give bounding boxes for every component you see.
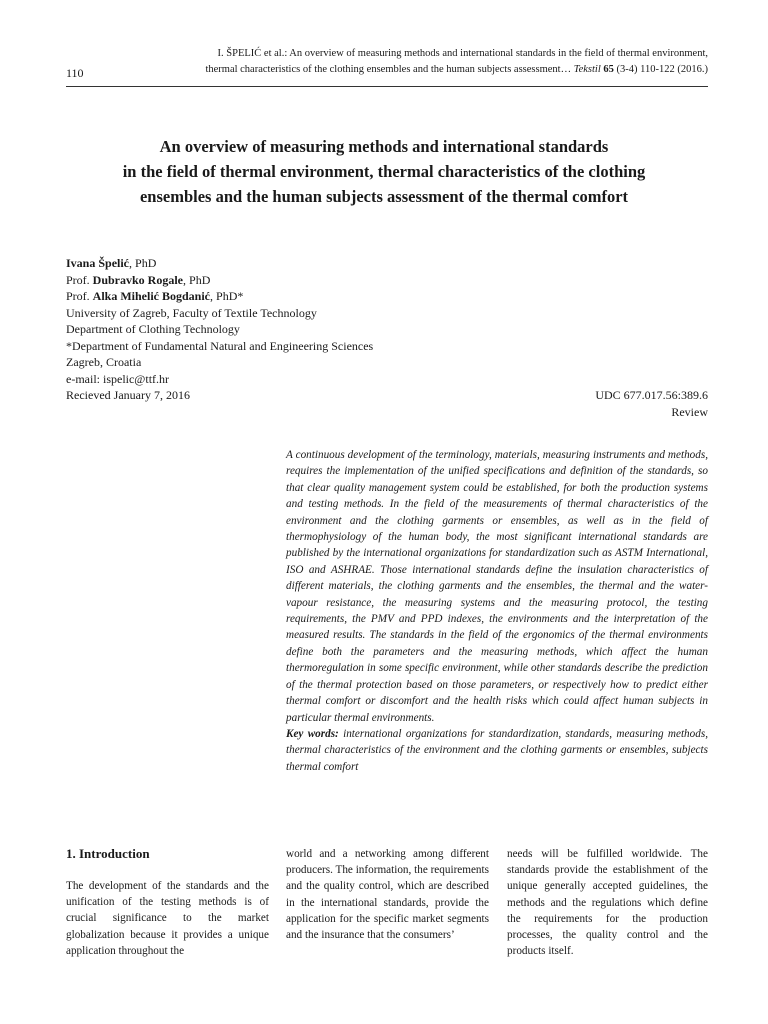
running-title-text: thermal characteristics of the clothing ensembles and the human subjects assessment… bbox=[205, 64, 574, 75]
article-type: Review bbox=[671, 404, 708, 419]
paper-title bbox=[60, 134, 708, 209]
title-line-3: ensembles and the human subjects assessment of the thermal comfort bbox=[139, 187, 629, 206]
received-date: Recieved January 7, 2016 bbox=[66, 388, 190, 402]
running-header bbox=[66, 44, 708, 87]
running-title-line-1: I. ŠPELIĆ et al.: An overview of measuring methods and international standards in the field of thermal environment, bbox=[217, 48, 708, 59]
author-line bbox=[66, 272, 708, 289]
running-title bbox=[128, 46, 708, 78]
abstract-text: A continuous development of the terminology, materials, measuring instruments and methods, requires the implementation of the unified specifications and definition of the standards, so that clear quality management system could be established, for both the production systems and testing methods. In the field of the measurements of thermal characteristics of the environment and the clothing garments or ensembles, as well as in the field of thermophysiology of the human body, the most significant international standards are published by the international organizations for standardization such as ASTM International, ISO and ASHRAE. Those international standards define the insulation characteristics of different materials, the clothing garments and the ensembles, the thermal and the water-vapour resistance, the measuring systems and the measuring protocol, the testing requirements, the PMV and PPD indexes, the environments and the interpretation of the measured results. The standards in the field of the ergonomics of the thermal environments define both the parameters and the measuring methods, which affect the human thermoregulation in some specific environment, while other standards describe the prediction of the thermal protection based on those parameters, or respectively how to predict either thermal comfort or discomfort and the health risks which could affect human subjects in particular thermal environments. bbox=[286, 449, 708, 724]
title-line-1: An overview of measuring methods and international standards bbox=[159, 137, 609, 156]
journal-issue-pages: (3-4) 110-122 (2016.) bbox=[613, 64, 708, 75]
author-degree: , PhD bbox=[129, 256, 157, 270]
author-line bbox=[66, 288, 708, 305]
keywords-text: international organizations for standardization, standards, measuring methods, thermal characteristics of the environment and the clothing garments or ensembles, subjects thermal comfort bbox=[286, 727, 708, 773]
author-line bbox=[66, 255, 708, 272]
author-prefix: Prof. bbox=[66, 272, 93, 287]
author-name: Ivana Špelić bbox=[66, 256, 130, 270]
journal-volume: 65 bbox=[603, 64, 614, 75]
running-title-line-2 bbox=[128, 62, 708, 78]
affiliation-department-2: *Department of Fundamental Natural and Engineering Sciences bbox=[66, 338, 374, 353]
udc-code: UDC 677.017.56:389.6 bbox=[595, 388, 708, 402]
body-column-2: world and a networking among different producers. The information, the requirements and the quality control, which are described in the international standards, provide the application for the specific market segments and the insurance that the consumers’ bbox=[286, 848, 489, 942]
body-column-1: The development of the standards and the unification of the testing methods is of crucial significance to the market globalization because it provides a unique application throughout the bbox=[66, 880, 269, 957]
keywords-label: Key words: bbox=[286, 727, 339, 740]
author-degree: , PhD bbox=[183, 272, 211, 287]
section-heading-introduction: 1. Introduction bbox=[66, 846, 150, 861]
title-line-2: in the field of thermal environment, thermal characteristics of the clothing bbox=[122, 162, 646, 181]
author-name: Alka Mihelić Bogdanić bbox=[92, 289, 211, 303]
author-block bbox=[66, 255, 708, 420]
abstract bbox=[286, 447, 708, 775]
author-prefix: Prof. bbox=[66, 289, 93, 303]
author-email[interactable]: e-mail: ispelic@ttf.hr bbox=[66, 371, 170, 386]
page-number: 110 bbox=[66, 66, 84, 80]
received-udc-row bbox=[66, 387, 708, 404]
body-column-3: needs will be fulfilled worldwide. The standards provide the establishment of the unique generally accepted guidelines, the methods and the regulations which define the requirements for the production processes, the quality control and the products itself. bbox=[507, 848, 708, 958]
author-name: Dubravko Rogale bbox=[92, 272, 184, 287]
affiliation-department: Department of Clothing Technology bbox=[66, 322, 240, 336]
affiliation-university: University of Zagreb, Faculty of Textile Technology bbox=[66, 305, 317, 320]
affiliation-city: Zagreb, Croatia bbox=[66, 355, 142, 369]
author-degree: , PhD* bbox=[210, 289, 244, 303]
journal-name: Tekstil bbox=[573, 64, 601, 75]
